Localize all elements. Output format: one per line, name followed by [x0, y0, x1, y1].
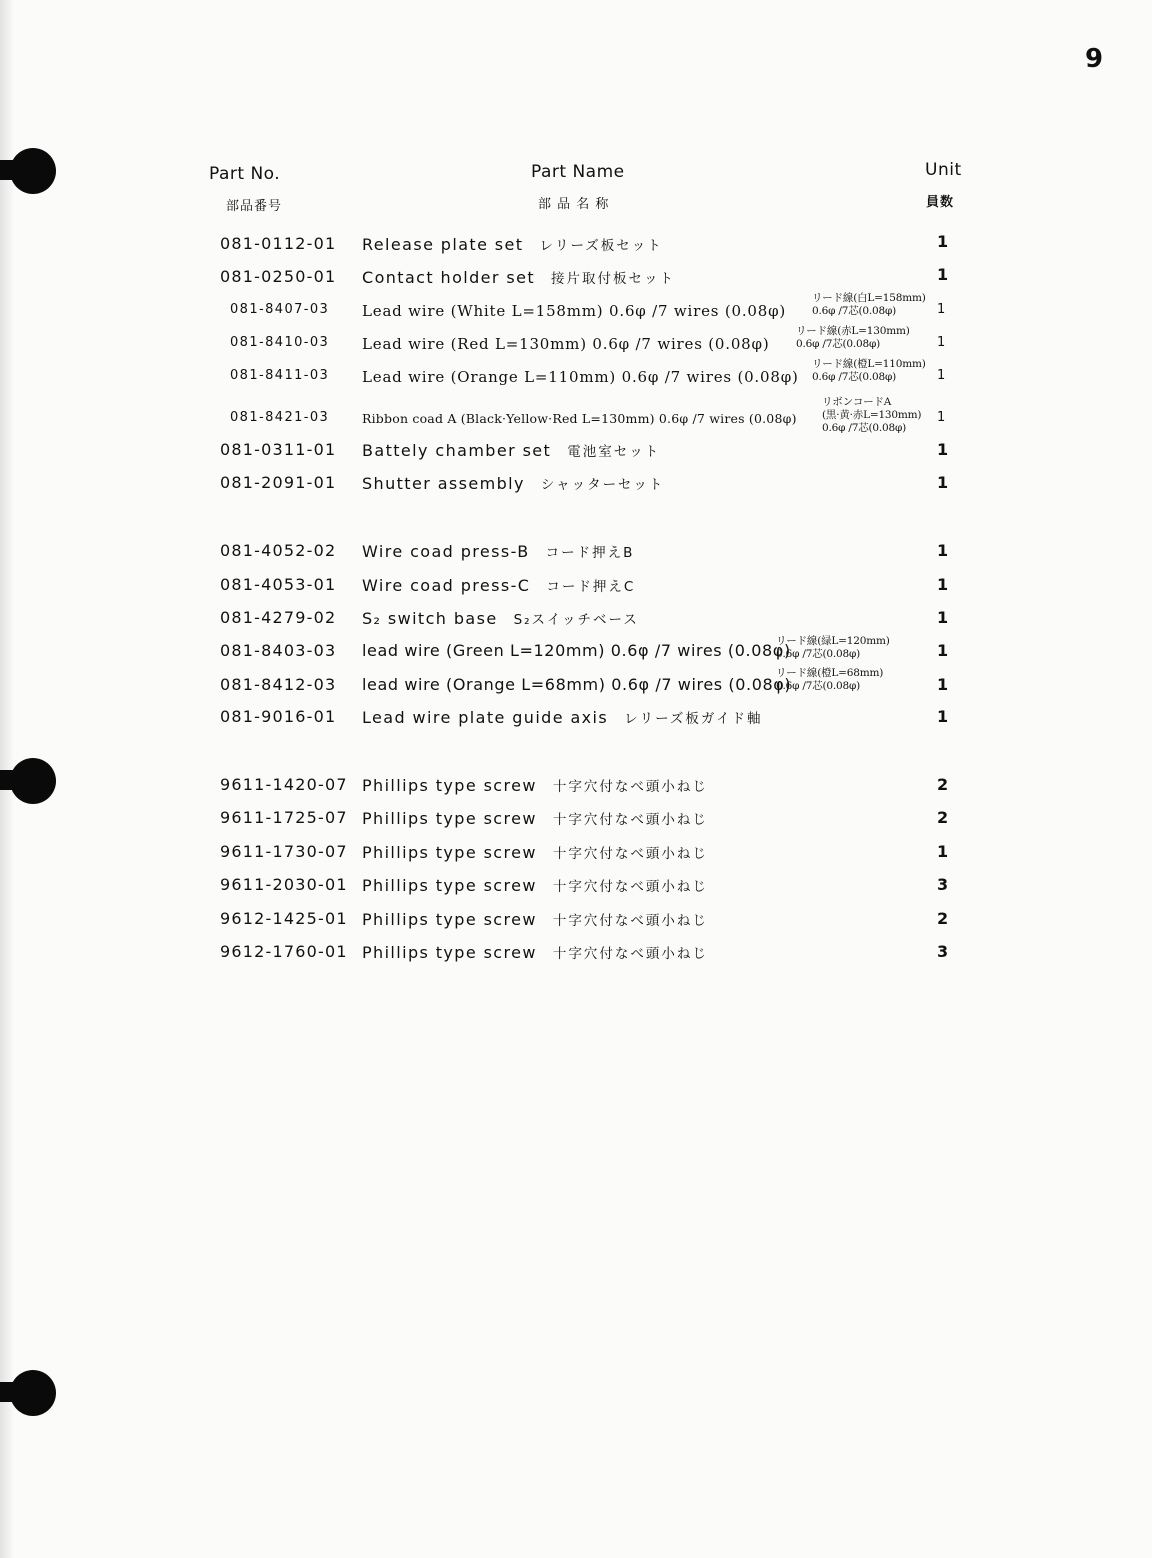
unit-count: 1 — [937, 302, 946, 317]
header-part-name: Part Name — [531, 162, 625, 182]
unit-count: 1 — [937, 440, 949, 459]
part-note-jp: リード線(緑L=120mm) 0.6φ /7芯(0.08φ) — [776, 635, 890, 660]
part-name: Phillips type screw 十字穴付なべ頭小ねじ — [362, 809, 708, 828]
part-note-jp: リード線(赤L=130mm) 0.6φ /7芯(0.08φ) — [796, 325, 910, 350]
part-name: Phillips type screw 十字穴付なべ頭小ねじ — [362, 910, 708, 929]
part-name: Battely chamber set 電池室セット — [362, 441, 661, 460]
part-name-jp: 十字穴付なべ頭小ねじ — [552, 946, 708, 962]
part-name: Phillips type screw 十字穴付なべ頭小ねじ — [362, 776, 708, 795]
part-name: Phillips type screw 十字穴付なべ頭小ねじ — [362, 943, 708, 962]
part-name-jp: レリーズ板セット — [539, 238, 663, 254]
unit-count: 1 — [937, 335, 946, 350]
part-number: 081-8412-03 — [220, 675, 337, 694]
part-number: 081-0311-01 — [220, 440, 337, 459]
part-number: 081-8410-03 — [230, 335, 330, 350]
part-number: 081-4052-02 — [220, 541, 337, 560]
part-name: Ribbon coad A (Black·Yellow·Red L=130mm) 0.6φ /7 wires (0.08φ) — [362, 411, 797, 426]
part-note-jp: リード線(橙L=68mm) 0.6φ /7芯(0.08φ) — [776, 667, 884, 692]
part-number: 081-8411-03 — [230, 368, 330, 383]
part-name: Release plate set レリーズ板セット — [362, 235, 663, 254]
header-part-no: Part No. — [209, 164, 281, 184]
unit-count: 3 — [937, 875, 949, 894]
unit-count: 1 — [937, 842, 949, 861]
unit-count: 3 — [937, 942, 949, 961]
table-row — [0, 358, 1152, 400]
part-name-jp: 接片取付板セット — [551, 271, 676, 287]
part-number: 9611-2030-01 — [220, 875, 348, 894]
binder-hole — [10, 148, 56, 194]
binder-hole — [10, 1370, 56, 1416]
part-number: 9612-1425-01 — [220, 909, 348, 928]
table-row — [0, 667, 1152, 707]
part-number: 081-2091-01 — [220, 473, 337, 492]
header-part-no-jp: 部品番号 — [226, 199, 283, 214]
part-name-jp: コード押えC — [546, 579, 636, 595]
table-row — [0, 234, 1152, 266]
unit-count: 1 — [937, 410, 946, 425]
table-row — [0, 396, 1152, 442]
part-number: 9611-1420-07 — [220, 775, 348, 794]
part-number: 081-0112-01 — [220, 234, 337, 253]
part-name: lead wire (Green L=120mm) 0.6φ /7 wires (0.08φ) — [362, 641, 791, 660]
table-row — [0, 440, 1152, 472]
part-name-jp: シャッターセット — [540, 477, 665, 493]
table-row — [0, 635, 1152, 673]
part-note-jp: リード線(橙L=110mm) 0.6φ /7芯(0.08φ) — [812, 358, 926, 383]
table-row — [0, 267, 1152, 299]
part-note-jp: リボンコードA (黒·黄·赤L=130mm) 0.6φ /7芯(0.08φ) — [822, 396, 922, 434]
part-name: Wire coad press-B コード押えB — [362, 542, 635, 561]
part-name-jp: コード押えB — [545, 545, 635, 561]
unit-count: 1 — [937, 641, 949, 660]
part-name: Phillips type screw 十字穴付なべ頭小ねじ — [362, 876, 708, 895]
part-number: 081-9016-01 — [220, 707, 337, 726]
table-row — [0, 608, 1152, 640]
page-number: 9 — [1085, 44, 1104, 74]
table-row — [0, 707, 1152, 739]
unit-count: 2 — [937, 808, 949, 827]
part-name-jp: 十字穴付なべ頭小ねじ — [552, 846, 708, 862]
part-name: Phillips type screw 十字穴付なべ頭小ねじ — [362, 843, 708, 862]
part-number: 9611-1730-07 — [220, 842, 348, 861]
part-name: Lead wire (White L=158mm) 0.6φ /7 wires (0.08φ) — [362, 302, 787, 320]
unit-count: 2 — [937, 909, 949, 928]
unit-count: 1 — [937, 541, 949, 560]
table-row — [0, 325, 1152, 367]
part-name: S₂ switch base S₂スイッチベース — [362, 609, 639, 628]
table-row — [0, 541, 1152, 573]
table-row — [0, 292, 1152, 334]
part-number: 081-8403-03 — [220, 641, 337, 660]
part-name: Wire coad press-C コード押えC — [362, 576, 636, 595]
part-number: 081-8421-03 — [230, 410, 330, 425]
part-name: Contact holder set 接片取付板セット — [362, 268, 676, 287]
part-name-jp: S₂スイッチベース — [513, 612, 639, 628]
part-number: 9611-1725-07 — [220, 808, 348, 827]
part-number: 9612-1760-01 — [220, 942, 348, 961]
table-row — [0, 575, 1152, 607]
unit-count: 1 — [937, 473, 949, 492]
header-part-name-jp: 部 品 名 称 — [538, 197, 610, 212]
header-unit: Unit — [925, 160, 962, 180]
part-name-jp: 十字穴付なべ頭小ねじ — [552, 913, 708, 929]
part-name-jp: 十字穴付なべ頭小ねじ — [552, 879, 708, 895]
table-row — [0, 942, 1152, 974]
table-row — [0, 909, 1152, 941]
part-name-jp: 十字穴付なべ頭小ねじ — [552, 812, 708, 828]
part-name: lead wire (Orange L=68mm) 0.6φ /7 wires (0.08φ) — [362, 675, 792, 694]
unit-count: 1 — [937, 675, 949, 694]
unit-count: 1 — [937, 232, 949, 251]
part-name: Lead wire (Orange L=110mm) 0.6φ /7 wires (0.08φ) — [362, 368, 799, 386]
part-name-jp: 電池室セット — [567, 444, 661, 460]
header-unit-jp: 員数 — [926, 195, 955, 210]
part-number: 081-0250-01 — [220, 267, 337, 286]
unit-count: 1 — [937, 575, 949, 594]
part-number: 081-8407-03 — [230, 302, 330, 317]
table-row — [0, 842, 1152, 874]
part-name: Shutter assembly シャッターセット — [362, 474, 665, 493]
unit-count: 1 — [937, 368, 946, 383]
part-name-jp: レリーズ板ガイド軸 — [624, 711, 763, 727]
table-row — [0, 775, 1152, 807]
part-number: 081-4279-02 — [220, 608, 337, 627]
part-name: Lead wire (Red L=130mm) 0.6φ /7 wires (0.08φ) — [362, 335, 770, 353]
table-row — [0, 473, 1152, 505]
unit-count: 1 — [937, 608, 949, 627]
table-row — [0, 875, 1152, 907]
part-number: 081-4053-01 — [220, 575, 337, 594]
table-row — [0, 808, 1152, 840]
unit-count: 1 — [937, 265, 949, 284]
part-name: Lead wire plate guide axis レリーズ板ガイド軸 — [362, 708, 763, 727]
part-note-jp: リード線(白L=158mm) 0.6φ /7芯(0.08φ) — [812, 292, 926, 317]
part-name-jp: 十字穴付なべ頭小ねじ — [552, 779, 708, 795]
unit-count: 2 — [937, 775, 949, 794]
unit-count: 1 — [937, 707, 949, 726]
